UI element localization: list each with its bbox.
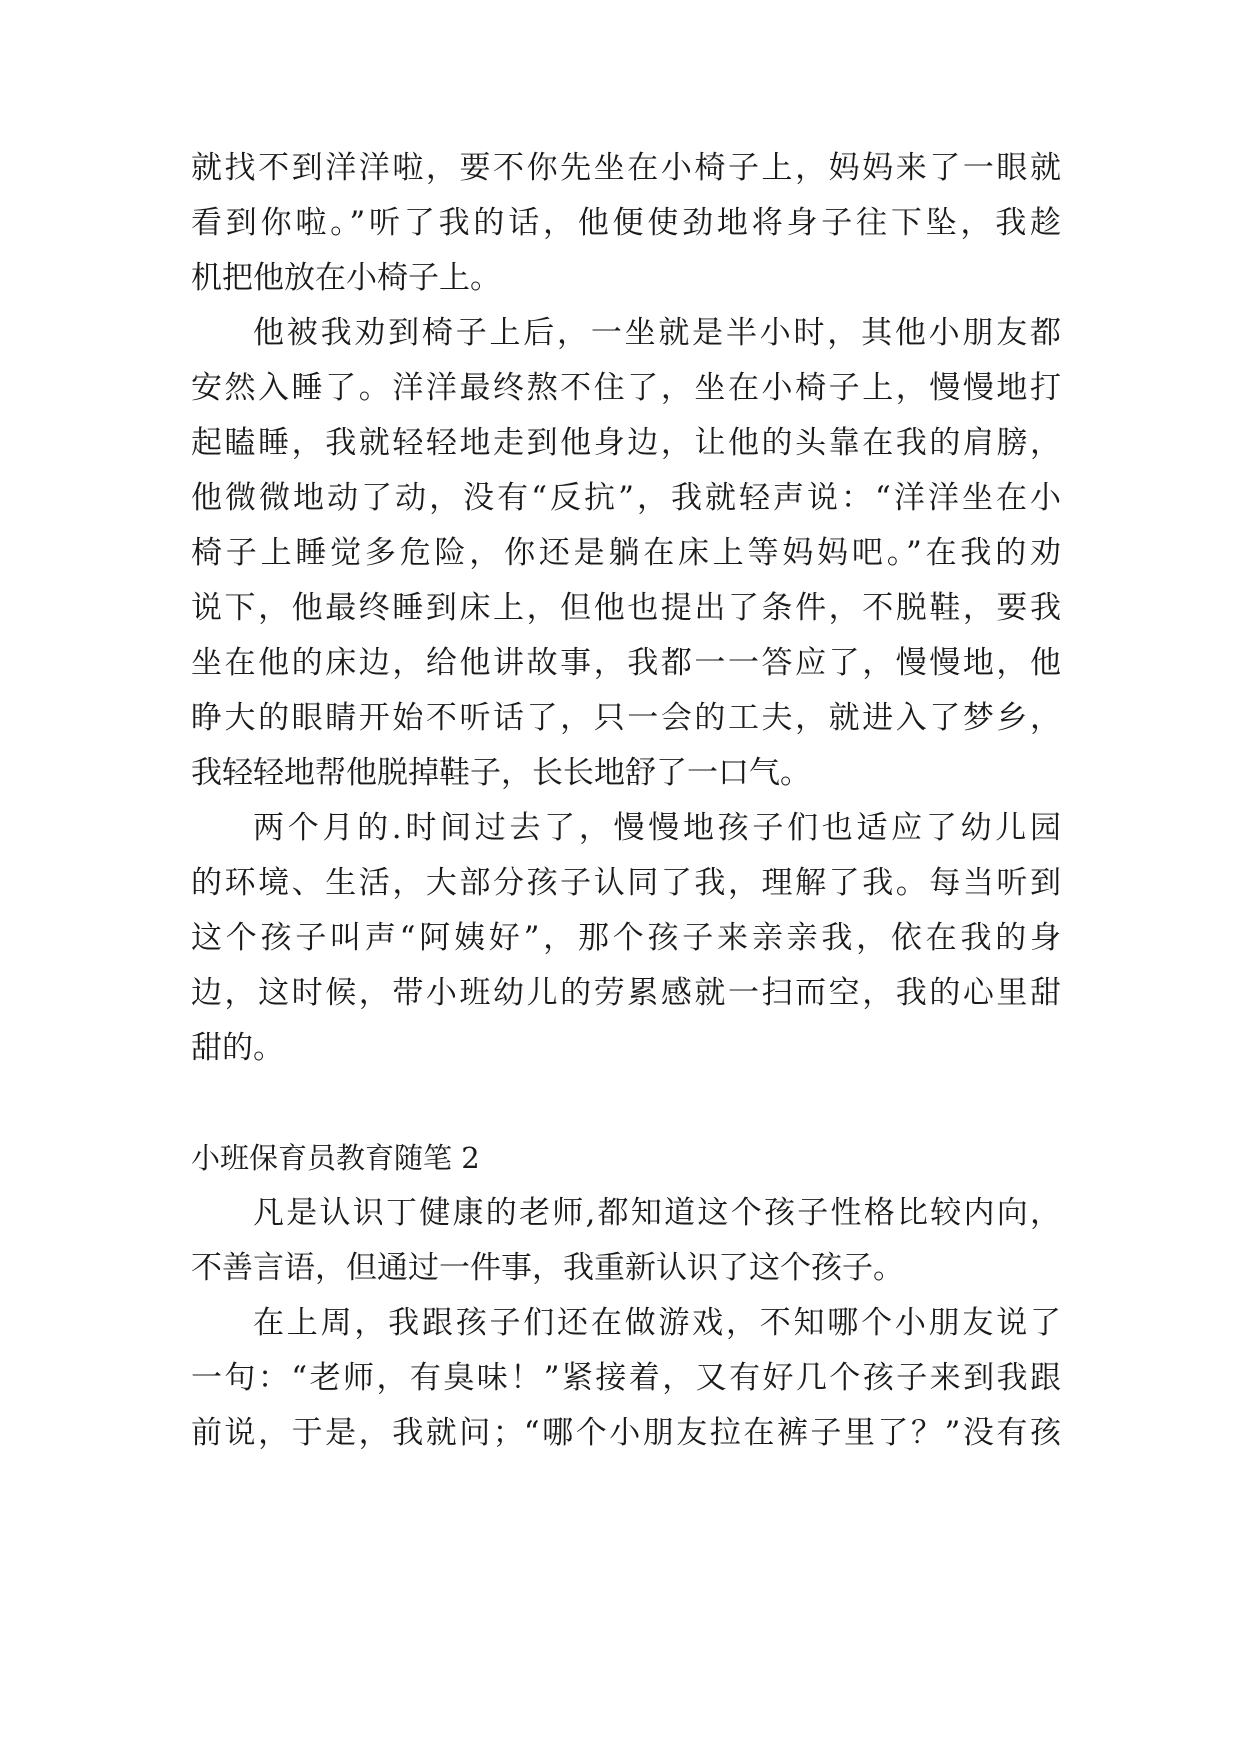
paragraph-3-line-5: 甜的。 xyxy=(191,1030,284,1066)
paragraph-5-line-3: 前说，于是，我就问；“哪个小朋友拉在裤子里了？”没有孩 xyxy=(191,1415,1061,1451)
paragraph-3-line-2: 的环境、生活，大部分孩子认同了我，理解了我。每当听到 xyxy=(191,865,1061,901)
paragraph-2-line-4: 他微微地动了动，没有“反抗”，我就轻声说：“洋洋坐在小 xyxy=(191,480,1061,516)
paragraph-5-line-2: 一句：“老师，有臭味！”紧接着，又有好几个孩子来到我跟 xyxy=(191,1360,1061,1396)
paragraph-4-line-1: 凡是认识丁健康的老师,都知道这个孩子性格比较内向， xyxy=(253,1195,1061,1231)
paragraph-2-line-8: 睁大的眼睛开始不听话了，只一会的工夫，就进入了梦乡， xyxy=(191,700,1061,736)
paragraph-2-line-3: 起瞌睡，我就轻轻地走到他身边，让他的头靠在我的肩膀， xyxy=(191,425,1061,461)
paragraph-2-line-1: 他被我劝到椅子上后，一坐就是半小时，其他小朋友都 xyxy=(253,315,1061,351)
paragraph-2-line-6: 说下，他最终睡到床上，但他也提出了条件，不脱鞋，要我 xyxy=(191,590,1061,626)
paragraph-3-line-4: 边，这时候，带小班幼儿的劳累感就一扫而空，我的心里甜 xyxy=(191,975,1061,1011)
paragraph-2-line-7: 坐在他的床边，给他讲故事，我都一一答应了，慢慢地，他 xyxy=(191,645,1061,681)
paragraph-3-line-3: 这个孩子叫声“阿姨好”，那个孩子来亲亲我，依在我的身 xyxy=(191,920,1061,956)
section-heading: 小班保育员教育随笔 2 xyxy=(191,1141,480,1175)
paragraph-1-line-3: 机把他放在小椅子上。 xyxy=(191,260,501,296)
paragraph-1-line-1: 就找不到洋洋啦，要不你先坐在小椅子上，妈妈来了一眼就 xyxy=(191,150,1061,186)
paragraph-2-line-9: 我轻轻地帮他脱掉鞋子，长长地舒了一口气。 xyxy=(191,755,811,791)
paragraph-2-line-2: 安然入睡了。洋洋最终熬不住了，坐在小椅子上，慢慢地打 xyxy=(191,370,1061,406)
paragraph-5-line-1: 在上周，我跟孩子们还在做游戏，不知哪个小朋友说了 xyxy=(253,1305,1061,1341)
paragraph-4-line-2: 不善言语，但通过一件事，我重新认识了这个孩子。 xyxy=(191,1250,904,1286)
paragraph-1-line-2: 看到你啦。”听了我的话，他便使劲地将身子往下坠，我趁 xyxy=(191,205,1061,241)
paragraph-3-line-1: 两个月的.时间过去了，慢慢地孩子们也适应了幼儿园 xyxy=(253,810,1061,846)
paragraph-2-line-5: 椅子上睡觉多危险，你还是躺在床上等妈妈吧。”在我的劝 xyxy=(191,535,1061,571)
